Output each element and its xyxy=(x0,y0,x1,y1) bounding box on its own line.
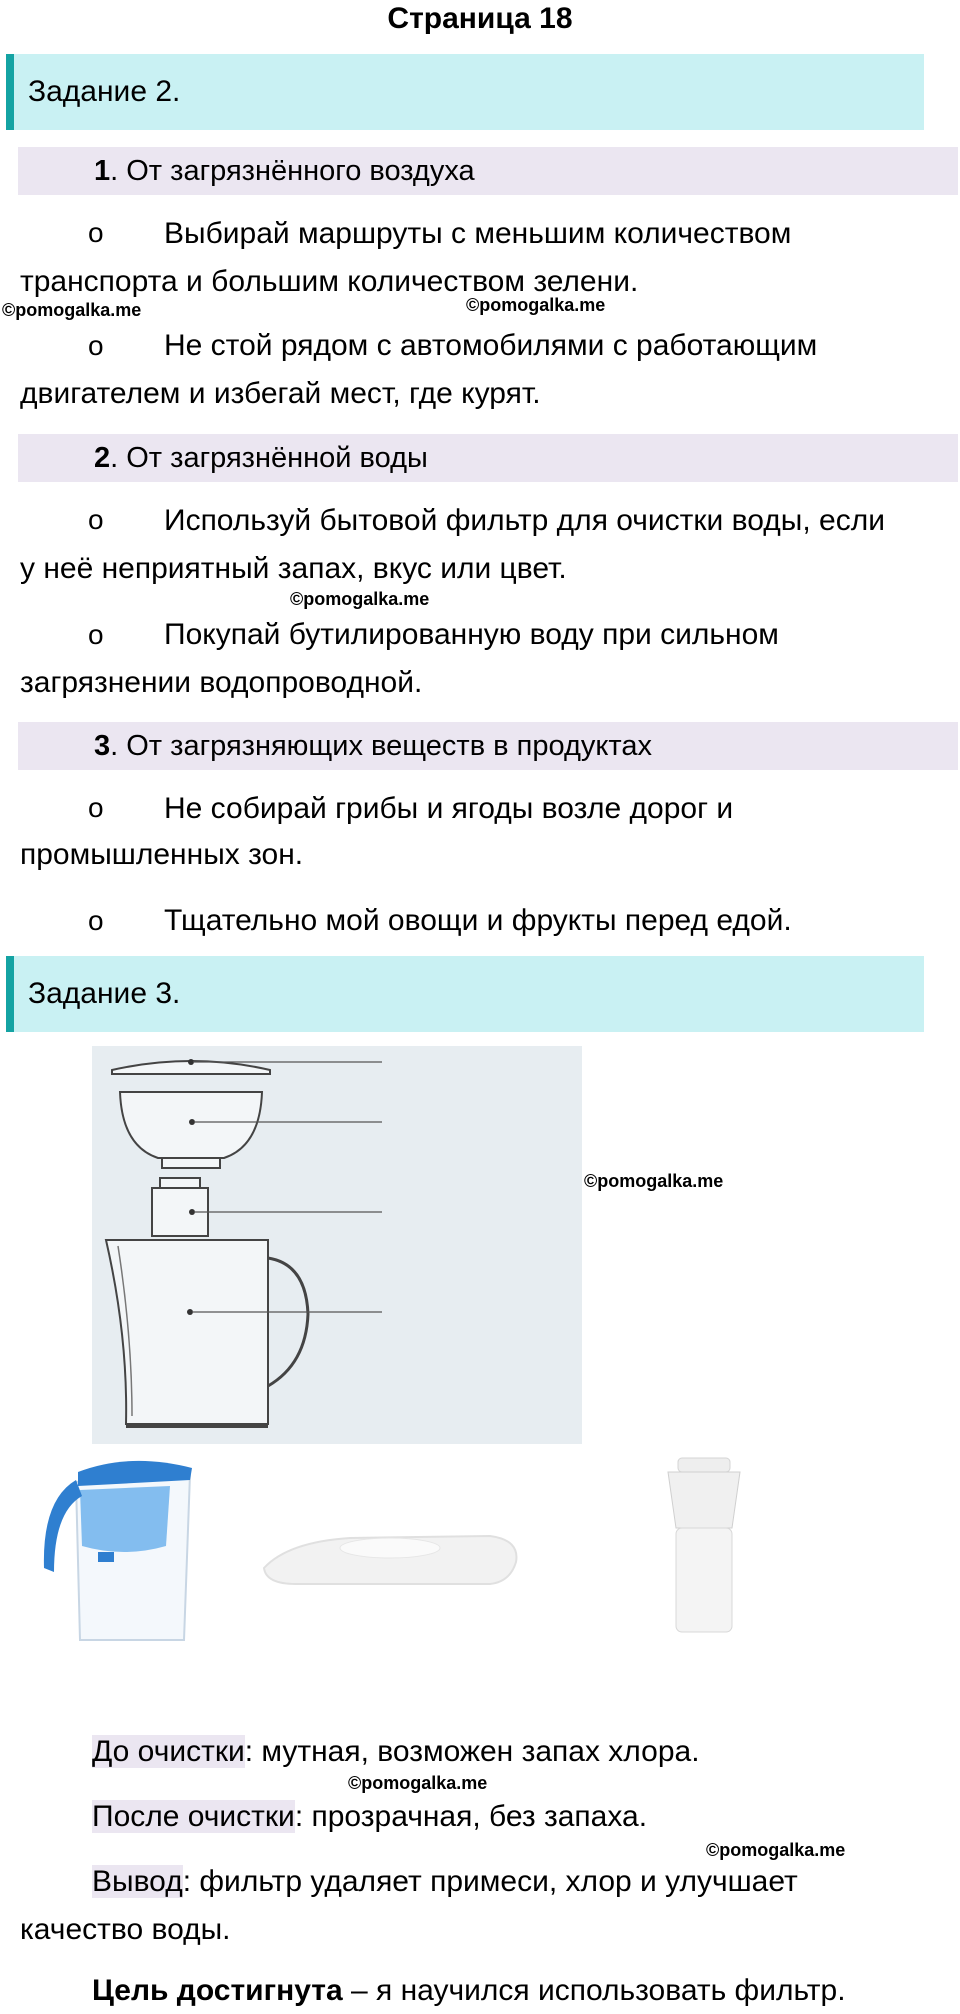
section-1-item-2-line-2: двигателем и избегай мест, где курят. xyxy=(20,377,541,410)
bullet-symbol: o xyxy=(88,217,104,248)
task-3-heading: Задание 3. xyxy=(28,977,181,1010)
watermark: ©pomogalka.me xyxy=(2,300,142,320)
before-text: : мутная, возможен запах хлора. xyxy=(244,1735,700,1768)
section-3-item-1-line-2: промышленных зон. xyxy=(20,838,304,871)
section-1-item-2-line-1: Не стой рядом с автомобилями с работающим xyxy=(164,329,818,362)
section-2-item-2-line-1: Покупай бутилированную воду при сильном xyxy=(164,618,779,651)
funnel-neck xyxy=(162,1158,220,1168)
section-2-item-2-line-2: загрязнении водопроводной. xyxy=(20,666,423,699)
conclusion-text-line-2: качество воды. xyxy=(20,1913,231,1946)
reservoir-button xyxy=(98,1552,114,1562)
section-2-item-1-line-1: Используй бытовой фильтр для очистки воды, если xyxy=(164,504,885,537)
cartridge-top xyxy=(160,1178,200,1188)
watermark: ©pomogalka.me xyxy=(348,1773,488,1793)
bullet-symbol: o xyxy=(88,504,104,535)
section-1-item-1-line-1: Выбирай маршруты с меньшим количеством xyxy=(164,217,792,250)
section-2-header xyxy=(18,434,958,482)
filter-diagram xyxy=(92,1046,582,1444)
cartridge-photo-cap xyxy=(678,1458,730,1472)
task-2-heading: Задание 2. xyxy=(28,75,181,108)
bullet-symbol: o xyxy=(88,905,104,936)
page-title: Страница 18 xyxy=(387,2,573,35)
conclusion-label: Вывод xyxy=(92,1865,183,1898)
watermark: ©pomogalka.me xyxy=(290,589,430,609)
watermark: ©pomogalka.me xyxy=(706,1840,846,1860)
task-2-header xyxy=(6,54,924,130)
bullet-symbol: o xyxy=(88,330,104,361)
section-3-title: . От загрязняющих веществ в продуктах xyxy=(110,730,652,762)
after-text: : прозрачная, без запаха. xyxy=(294,1800,648,1833)
section-1-item-1-line-2: транспорта и большим количеством зелени. xyxy=(20,265,639,298)
watermark: ©pomogalka.me xyxy=(466,295,606,315)
goal-text: – я научился использовать фильтр. xyxy=(342,1974,846,2007)
goal-line xyxy=(92,1968,846,2014)
section-2-item-1-line-2: у неё неприятный запах, вкус или цвет. xyxy=(20,552,567,585)
lid-photo-center xyxy=(340,1538,440,1558)
conclusion-text: : фильтр удаляет примеси, хлор и улучшает xyxy=(182,1865,798,1898)
bullet-symbol: o xyxy=(88,792,104,823)
section-3-number: 3 xyxy=(94,730,111,762)
section-2-title: . От загрязнённой воды xyxy=(110,442,428,474)
section-3-item-2-line-1: Тщательно мой овощи и фрукты перед едой. xyxy=(164,904,792,937)
section-3-item-1-line-1: Не собирай грибы и ягоды возле дорог и xyxy=(164,792,734,825)
bullet-symbol: o xyxy=(88,619,104,650)
after-label: После очистки xyxy=(92,1800,295,1833)
filter-photo xyxy=(20,1450,866,1716)
section-1-header xyxy=(18,147,958,195)
before-label: До очистки xyxy=(92,1735,245,1768)
cartridge-photo-body xyxy=(676,1528,732,1632)
cartridge-photo-mesh xyxy=(668,1472,740,1528)
section-2-number: 2 xyxy=(94,442,111,474)
before-line xyxy=(92,1729,700,1775)
section-1-number: 1 xyxy=(94,155,111,187)
section-3-header xyxy=(18,722,958,770)
jug-body xyxy=(106,1240,268,1424)
funnel-shape xyxy=(120,1092,262,1158)
watermark: ©pomogalka.me xyxy=(584,1171,724,1191)
reservoir-funnel xyxy=(80,1486,170,1552)
conclusion-line xyxy=(92,1859,798,1905)
goal-label: Цель достигнута xyxy=(92,1974,343,2007)
after-line xyxy=(92,1794,647,1840)
task-3-header xyxy=(6,956,924,1032)
section-1-title: . От загрязнённого воздуха xyxy=(110,155,475,187)
